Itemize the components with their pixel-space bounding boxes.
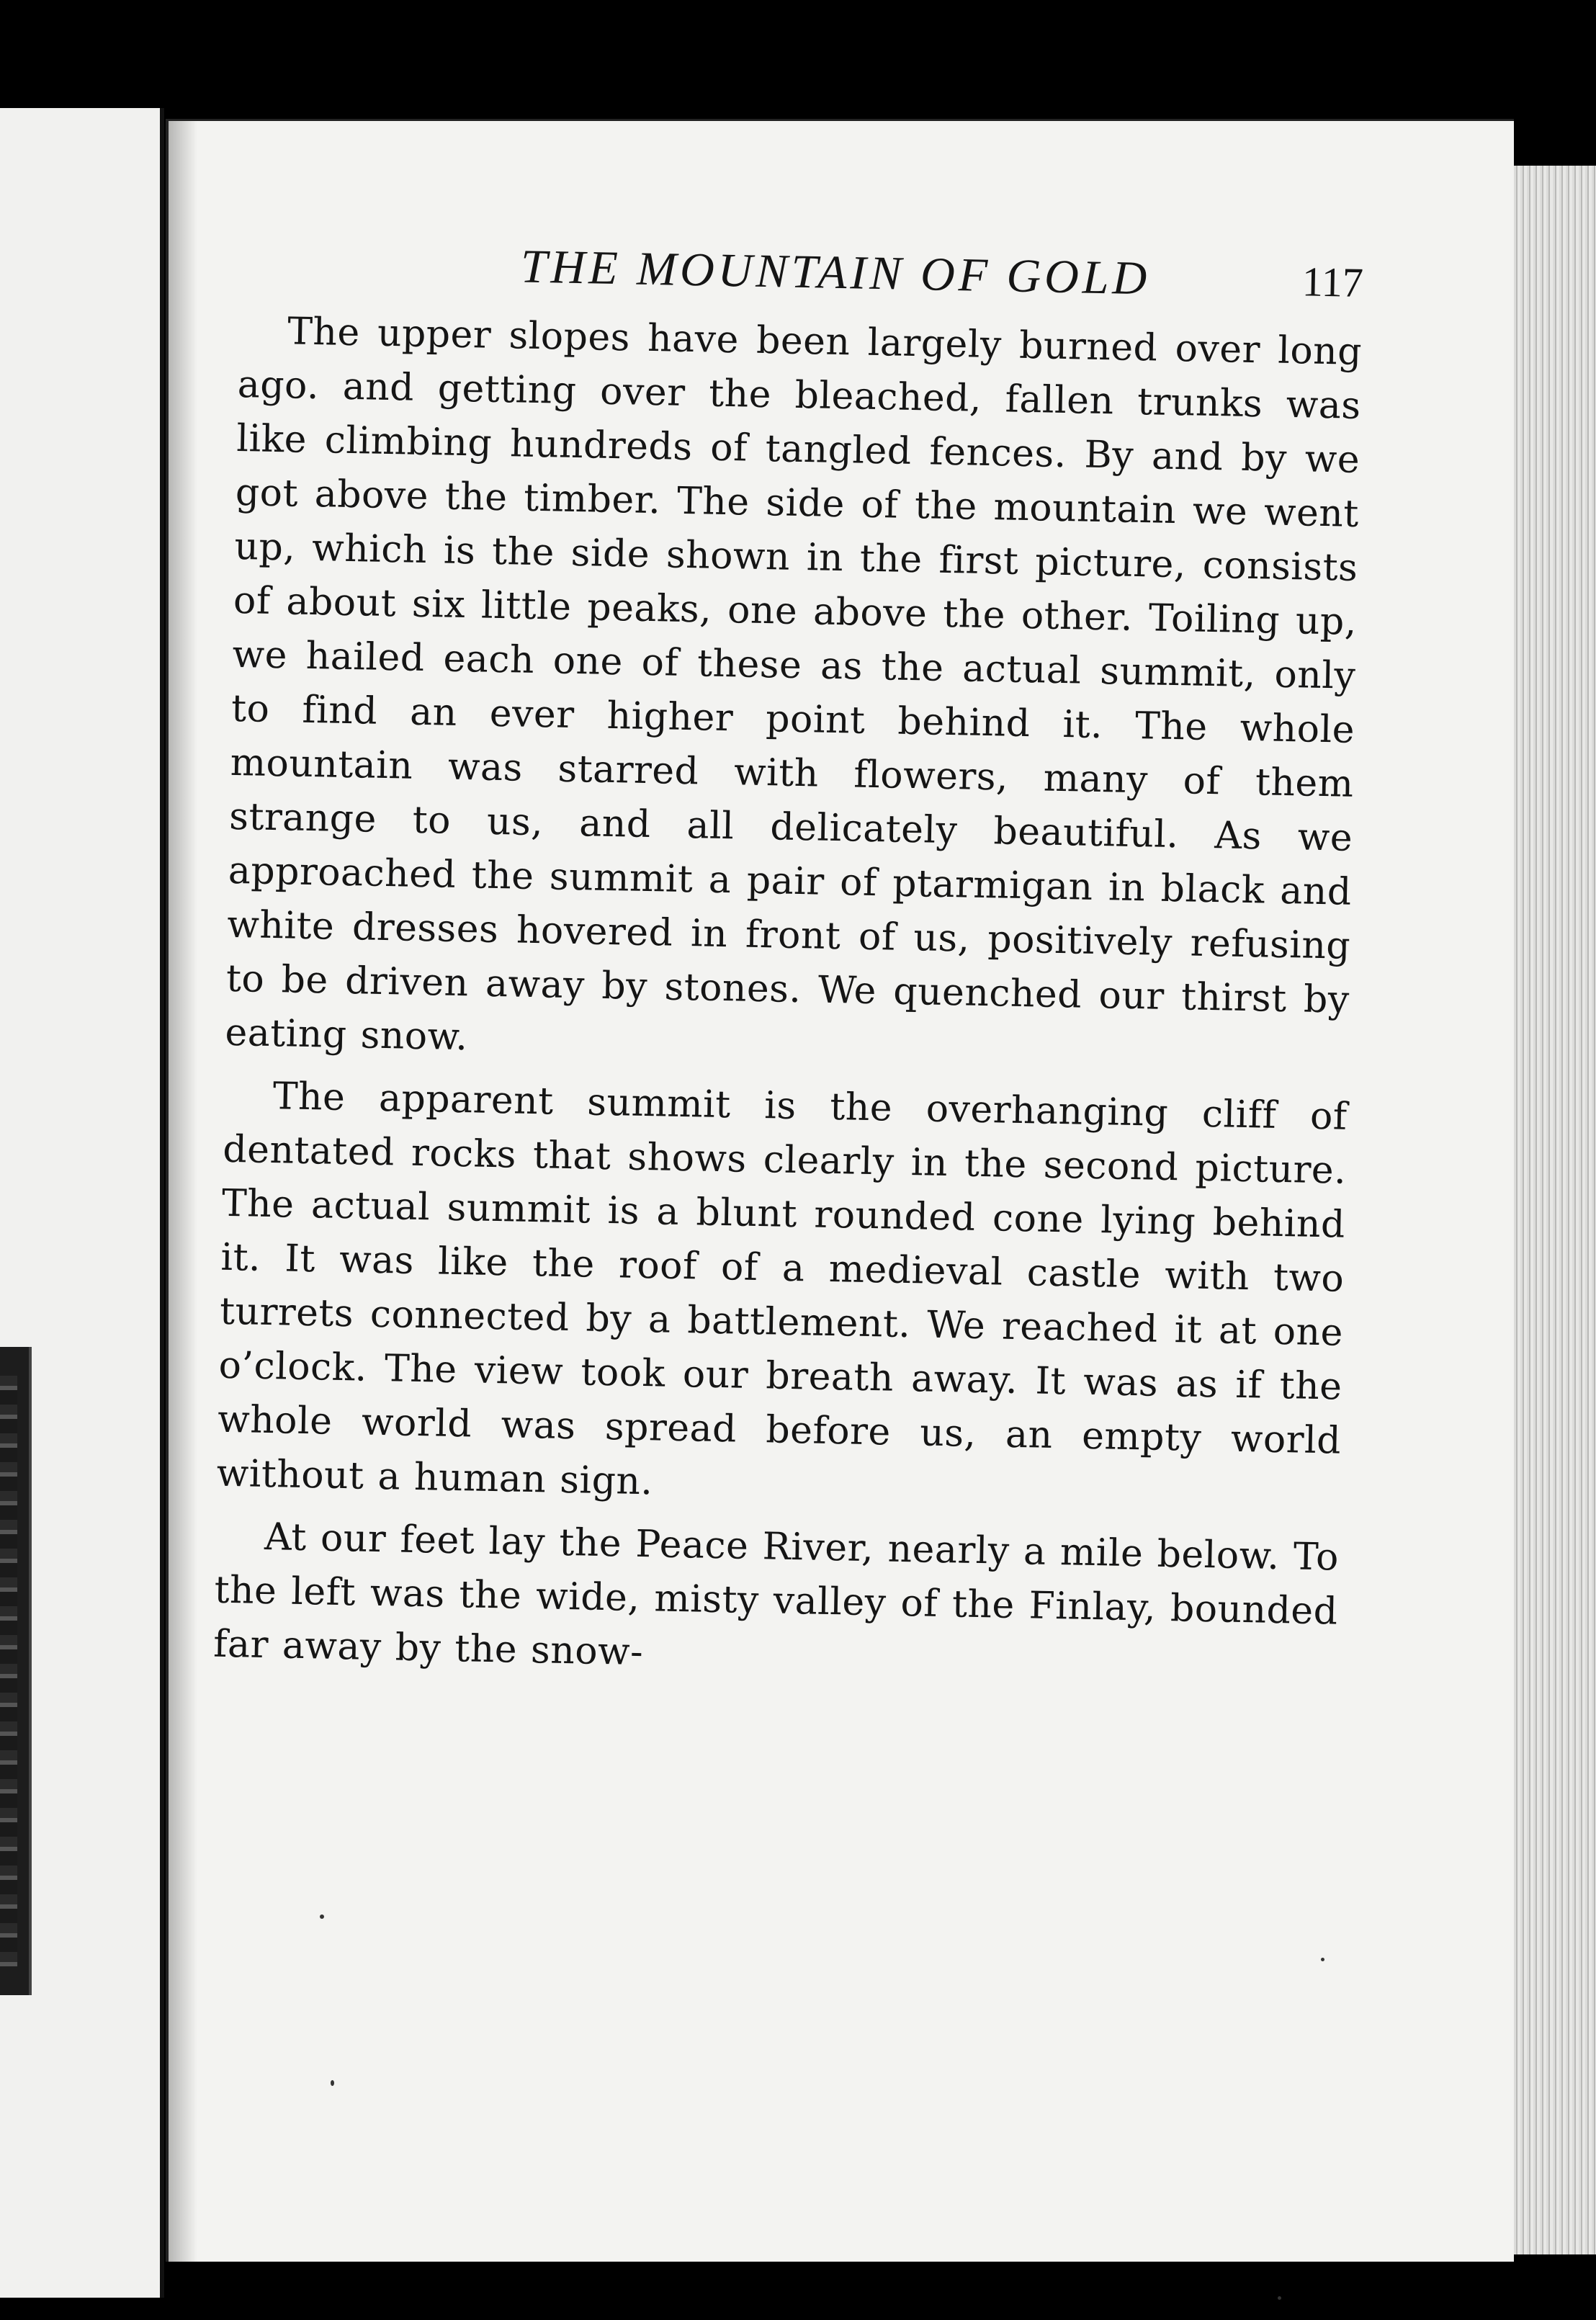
book-page <box>166 119 1514 2262</box>
dust-speck <box>1321 1958 1324 1961</box>
paragraph: The upper slopes have been largely burned over long ago. and getting over the bleached, fallen trunks was like climbing hundreds of tangled fences. By and by we got above the timber. The side of the mountain we went up, which is the side shown in the first picture, consists of about six little peaks, one above the other. Toiling up, we hailed each one of these as the actual summit, only to find an ever higher point behind it. The whole mountain was starred with flowers, many of them strange to us, and all delicately beautiful. As we approached the summit a pair of ptarmigan in black and white dresses hovered in front of us, positively refusing to be driven away by stones. We quenched our thirst by eating snow. <box>224 310 1363 1060</box>
page-text-block <box>212 229 1363 1702</box>
dust-speck <box>320 1914 324 1919</box>
running-title: THE MOUNTAIN OF GOLD <box>520 240 1151 305</box>
illustration-fragment <box>0 1376 17 1966</box>
dust-speck <box>1278 2296 1281 2300</box>
dust-speck <box>331 2080 334 2086</box>
paragraph: The apparent summit is the overhanging cliff of dentated rocks that shows clearly in the second picture. The actual summit is a blunt rounded cone lying behind it. It was like the roof of a medieval castle with two turrets connected by a battlement. We reached it at one o’clock. The view took our breath away. It was as if the whole world was spread before us, an empty world without a human sign. <box>216 1075 1348 1504</box>
running-head <box>239 229 1363 315</box>
facing-page-illustration-edge <box>0 1347 32 1995</box>
facing-page-edge <box>0 108 164 2298</box>
paragraph: At our feet lay the Peace River, nearly a mile below. To the left was the wide, misty valley of the Finlay, bounded far away by the snow- <box>212 1515 1340 1675</box>
page-number: 117 <box>1301 258 1364 306</box>
page-stack-edge <box>1505 166 1596 2254</box>
gutter-shadow <box>169 121 197 2262</box>
